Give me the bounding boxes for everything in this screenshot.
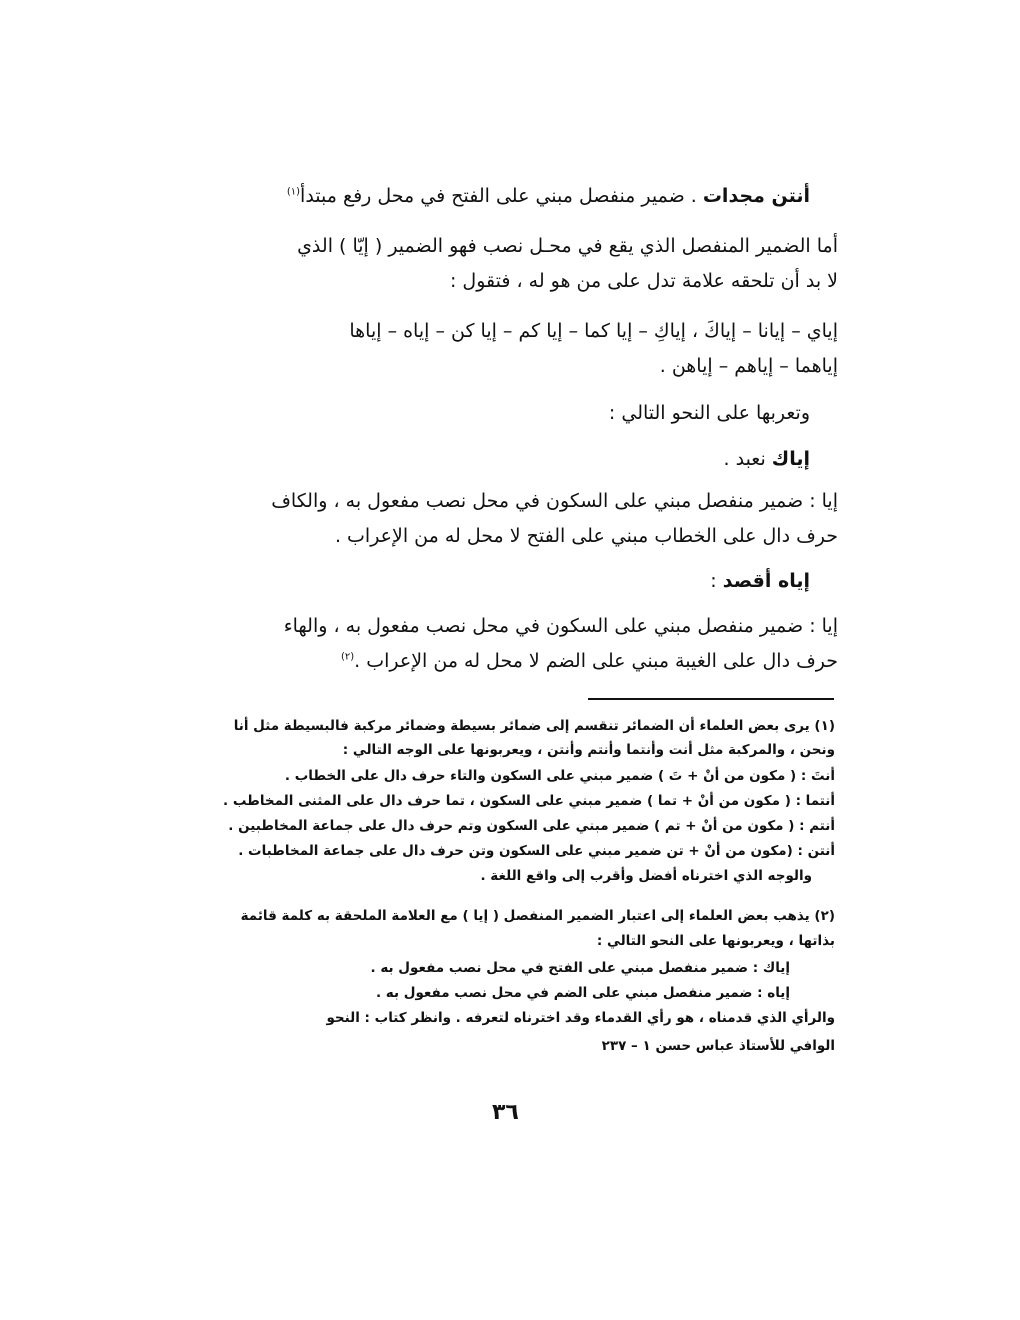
footnote-line-1: (١) يرى بعض العلماء أن الضمائر تنقسم إلى ضمائر بسيطة وضمائر مركبة فالبسيطة مثل أنا bbox=[233, 718, 835, 734]
footnote-separator bbox=[588, 698, 834, 700]
footnote-line-11: إياه : ضمير منفصل مبني على الضم في محل نصب مفعول به . bbox=[375, 985, 790, 1001]
footnote-line-3: أنتَ : ( مكون من أنْ + تَ ) ضمير مبني على السكون والتاء حرف دال على الخطاب . bbox=[284, 768, 835, 784]
body-line-10: إياه أقصد : bbox=[710, 570, 810, 592]
example-phrase: أنتن مجدات bbox=[702, 185, 810, 207]
page-number: ٣٦ bbox=[492, 1100, 519, 1125]
body-line-1: أنتن مجدات . ضمير منفصل مبني على الفتح في محل رفع مبتدأ$^{(١)}$ bbox=[286, 185, 810, 207]
footnote-line-9: بذاتها ، ويعربونها على النحو التالي : bbox=[596, 933, 835, 949]
footnote-ref-2: (٢) bbox=[340, 651, 355, 663]
body-line-8: إيا : ضمير منفصل مبني على السكون في محل نصب مفعول به ، والكاف bbox=[271, 490, 838, 512]
footnote-line-8: (٢) يذهب بعض العلماء إلى اعتبار الضمير المنفصل ( إيا ) مع العلامة الملحقة به كلمة قائمة bbox=[240, 908, 835, 924]
footnote-line-13: الوافي للأستاذ عباس حسن ١ – ٢٣٧ bbox=[601, 1038, 835, 1054]
body-line-5: إياهما – إياهم – إياهن . bbox=[659, 355, 838, 377]
body-line-6: وتعربها على النحو التالي : bbox=[608, 402, 810, 424]
body-line-4: إياي – إيانا – إياكَ ، إياكِ – إيا كما – إيا كم – إيا كن – إياه – إياها bbox=[349, 320, 838, 342]
body-line-2: أما الضمير المنفصل الذي يقع في محـل نصب فهو الضمير ( إيّا ) الذي bbox=[297, 235, 838, 257]
body-line-9: حرف دال على الخطاب مبني على الفتح لا محل له من الإعراب . bbox=[334, 525, 838, 547]
footnote-line-7: والوجه الذي اخترناه أفضل وأقرب إلى واقع اللغة . bbox=[480, 868, 812, 884]
footnote-line-5: أنتم : ( مكون من أنْ + تم ) ضمير مبني على السكون وتم حرف دال على جماعة المخاطبين . bbox=[228, 818, 835, 834]
body-line-7: إياك نعبد . bbox=[723, 448, 810, 470]
footnote-line-10: إياك : ضمير منفصل مبني على الفتح في محل نصب مفعول به . bbox=[370, 960, 790, 976]
footnote-line-12: والرأي الذي قدمناه ، هو رأي القدماء وقد اخترناه لتعرفه . وانظر كتاب : النحو bbox=[326, 1010, 835, 1026]
footnote-line-6: أنتن : (مكون من أنْ + تن ضمير مبني على السكون وتن حرف دال على جماعة المخاطبات . bbox=[238, 843, 835, 859]
footnote-line-4: أنتما : ( مكون من أنْ + تما ) ضمير مبني على السكون ، تما حرف دال على المثنى المخاطب . bbox=[222, 793, 835, 809]
example-phrase: إياه أقصد bbox=[722, 570, 810, 592]
body-line-11: إيا : ضمير منفصل مبني على السكون في محل نصب مفعول به ، والهاء bbox=[283, 615, 838, 637]
body-line-3: لا بد أن تلحقه علامة تدل على من هو له ، فتقول : bbox=[449, 270, 838, 292]
body-line-12: حرف دال على الغيبة مبني على الضم لا محل له من الإعراب .$^{(٢)}$ bbox=[340, 650, 838, 672]
example-phrase: إياك bbox=[771, 448, 810, 470]
footnote-ref-1: (١) bbox=[286, 186, 301, 198]
footnote-line-2: ونحن ، والمركبة مثل أنت وأنتما وأنتم وأنتن ، ويعربونها على الوجه التالي : bbox=[342, 742, 835, 758]
